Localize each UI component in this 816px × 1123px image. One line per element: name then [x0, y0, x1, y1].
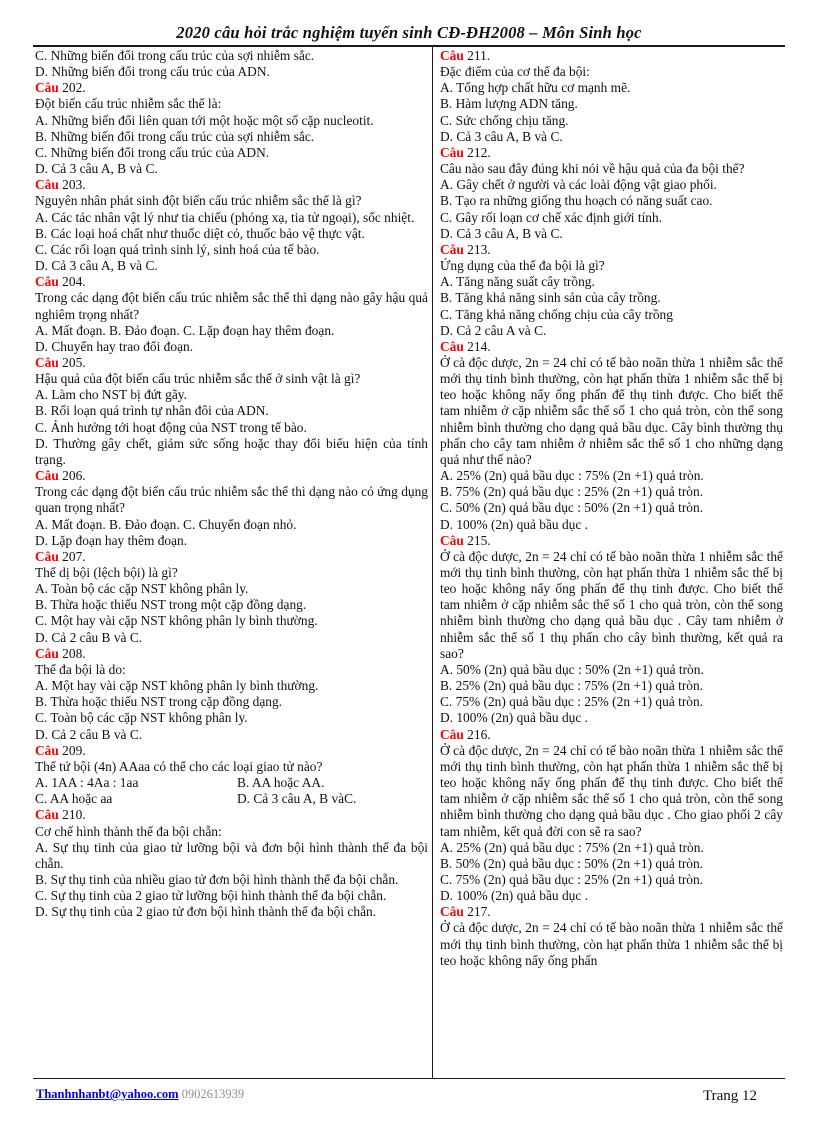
question-heading	[35, 549, 428, 565]
answer-option: B. Rối loạn quá trình tự nhân đôi của ADN.	[35, 403, 269, 419]
answer-option-row	[35, 775, 428, 791]
answer-option: C. Các rối loạn quá trình sinh lý, sinh hoá của tế bào.	[35, 241, 320, 257]
question-text: Cơ chế hình thành thể đa bội chẵn:	[35, 823, 222, 839]
question-text: Hậu quả của đột biến cấu trúc nhiễm sắc thể ở sinh vật là gì?	[35, 371, 361, 387]
phone-number: 0902613939	[181, 1087, 245, 1101]
question-label: Câu	[440, 726, 464, 742]
question-number: 208.	[58, 645, 86, 661]
answer-option: D. Cả 2 câu B và C.	[35, 629, 143, 645]
question-heading	[35, 807, 428, 823]
question-label: Câu	[35, 742, 59, 758]
page-header	[33, 0, 785, 47]
question-number: 214.	[463, 338, 491, 354]
question-heading	[35, 80, 428, 96]
answer-option: B. 75% (2n) quả bầu dục : 25% (2n +1) quả tròn.	[440, 484, 704, 500]
question-text: Ở cà độc dược, 2n = 24 chỉ có tế bào noãn thừa 1 nhiễm sắc thể mới thụ tinh bình thường, còn hạt phấn thừa 1 nhiễm sắc thể bị teo hoặc không nẩy ống phấn để thụ tinh được. Cho biết thể tam nhiễm ở cặp nhiễm sắc thể số 1 cho quả tròn, còn thể song nhiễm bình thường cho dạng quả bầu dục . Cây tam nhiễm ở nhiễm sắc thể số 1 thụ phấn cho cây bình thường, kết quả ra sao?	[440, 548, 783, 661]
question-text: Thể tứ bội (4n) AAaa có thể cho các loại giao tử nào?	[35, 758, 323, 774]
answer-option: D. Cả 3 câu A, B và C.	[440, 128, 563, 144]
answer-option: A. Toàn bộ các cặp NST không phân ly.	[35, 581, 249, 597]
question-label: Câu	[440, 904, 464, 920]
question-heading	[35, 743, 428, 759]
answer-option: D. Thường gây chết, giảm sức sống hoặc thay đổi biểu hiện của tính trạng.	[35, 435, 428, 467]
question-text: Ứng dụng của thể đa bội là gì?	[440, 258, 605, 274]
answer-option: D. 100% (2n) quả bầu dục .	[440, 710, 589, 726]
answer-option: C. Gây rối loạn cơ chế xác định giới tính.	[440, 209, 663, 225]
answer-option: A. Một hay vài cặp NST không phân ly bình thường.	[35, 678, 319, 694]
answer-option: C. 75% (2n) quả bầu dục : 25% (2n +1) quả tròn.	[440, 871, 704, 887]
answer-option: D. Sự thụ tinh của 2 giao tử đơn bội hình thành thể đa bội chẵn.	[35, 904, 377, 920]
answer-option: D. Cả 3 câu A, B và C.	[35, 161, 158, 177]
answer-option: A. 25% (2n) quả bầu dục : 75% (2n +1) quả tròn.	[440, 839, 704, 855]
question-label: Câu	[35, 274, 59, 290]
answer-option: A. Sự thụ tinh của giao tử lưỡng bội và đơn bội hình thành thể đa bội chẵn.	[35, 839, 428, 871]
answer-option: A. 50% (2n) quả bầu dục : 50% (2n +1) quả tròn.	[440, 661, 704, 677]
question-text: Ở cà độc dược, 2n = 24 chỉ có tế bào noãn thừa 1 nhiễm sắc thể mới thụ tinh bình thường, còn hạt phấn thừa 1 nhiễm sắc thể bị teo hoặc không nẩy ống phấn để thụ tinh được. Cho biết thể tam nhiễm ở cặp nhiễm sắc thể số 1 cho quả tròn, còn thể song nhiễm bình thường cho dạng quả bầu dục. Cây bình thường thụ phấn cho cây tam nhiễm ở nhiễm sắc thể số 1 cho những dạng quả như thế nào?	[440, 354, 783, 467]
question-label: Câu	[35, 548, 59, 564]
question-number: 207.	[58, 548, 86, 564]
question-text: Đột biến cấu trúc nhiễm sắc thể là:	[35, 96, 222, 112]
two-column-body	[33, 47, 785, 1079]
answer-option: C. Những biến đổi trong cấu trúc của ADN.	[35, 144, 270, 160]
answer-option: A. Tổng hợp chất hữu cơ mạnh mẽ.	[440, 80, 631, 96]
answer-option: C. 50% (2n) quả bầu dục : 50% (2n +1) quả tròn.	[440, 500, 704, 516]
question-number: 213.	[463, 241, 491, 257]
question-label: Câu	[35, 80, 59, 96]
answer-option-row	[35, 791, 428, 807]
question-number: 209.	[58, 742, 86, 758]
question-heading	[35, 355, 428, 371]
question-text: Thể đa bội là do:	[35, 661, 126, 677]
question-heading	[440, 727, 783, 743]
answer-option: B. Các loại hoá chất như thuốc diệt cỏ, thuốc bảo vệ thực vật.	[35, 225, 365, 241]
question-text: Trong các dạng đột biến cấu trúc nhiễm sắc thể thì dạng nào gây hậu quả nghiêm trọng nhất?	[35, 290, 428, 322]
question-heading	[440, 145, 783, 161]
answer-option: B. Tăng khả năng sinh sản của cây trồng.	[440, 290, 661, 306]
answer-option: A. Mất đoạn. B. Đảo đoạn. C. Chuyển đoạn nhỏ.	[35, 516, 297, 532]
page-title: 2020 câu hỏi trắc nghiệm tuyển sinh CĐ-ĐH2008 – Môn Sinh học	[176, 23, 642, 42]
answer-option: D. Cả 2 câu B và C.	[35, 726, 143, 742]
answer-option: A. 25% (2n) quả bầu dục : 75% (2n +1) quả tròn.	[440, 468, 704, 484]
question-label: Câu	[440, 144, 464, 160]
answer-option: B. AA hoặc AA.	[237, 775, 325, 791]
question-number: 202.	[58, 80, 86, 96]
answer-option: C. Những biến đổi trong cấu trúc của sợi nhiễm sắc.	[35, 48, 315, 63]
page-number: Trang 12	[702, 1088, 757, 1104]
question-number: 210.	[58, 807, 86, 823]
question-text: Ở cà độc dược, 2n = 24 chỉ có tế bào noãn thừa 1 nhiễm sắc thể mới thụ tinh bình thường, còn hạt phấn thừa 1 nhiễm sắc thể bị teo hoặc không nẩy ống phấn	[440, 920, 783, 968]
answer-option: A. Những biến đổi liên quan tới một hoặc một số cặp nucleotit.	[35, 112, 374, 128]
question-heading	[440, 533, 783, 549]
answer-option: D. Cả 3 câu A, B và C.	[440, 225, 563, 241]
question-number: 215.	[463, 532, 491, 548]
question-heading	[35, 274, 428, 290]
right-column	[432, 47, 785, 1078]
answer-option: B. Tạo ra những giống thu hoạch có năng suất cao.	[440, 193, 713, 209]
question-label: Câu	[35, 807, 59, 823]
answer-option: A. Mất đoạn. B. Đảo đoạn. C. Lặp đoạn hay thêm đoạn.	[35, 322, 335, 338]
answer-option: D. Lặp đoạn hay thêm đoạn.	[35, 532, 188, 548]
answer-option: B. 50% (2n) quả bầu dục : 50% (2n +1) quả tròn.	[440, 855, 704, 871]
email-link[interactable]: Thanhnhanbt@yahoo.com	[36, 1087, 179, 1101]
question-number: 217.	[463, 904, 491, 920]
question-heading	[35, 177, 428, 193]
question-heading	[35, 646, 428, 662]
question-number: 205.	[58, 354, 86, 370]
question-heading	[440, 242, 783, 258]
left-column	[33, 47, 432, 1078]
answer-option: A. Các tác nhân vật lý như tia chiếu (phóng xạ, tia tử ngoại), sốc nhiệt.	[35, 209, 415, 225]
question-label: Câu	[35, 177, 59, 193]
answer-option: B. 25% (2n) quả bầu dục : 75% (2n +1) quả tròn.	[440, 678, 704, 694]
answer-option: C. Toàn bộ các cặp NST không phân ly.	[35, 710, 248, 726]
question-label: Câu	[35, 354, 59, 370]
question-label: Câu	[440, 338, 464, 354]
answer-option: D. Cả 3 câu A, B vàC.	[237, 791, 357, 807]
question-number: 203.	[58, 177, 86, 193]
answer-option: B. Những biến đổi trong cấu trúc của sợi nhiễm sắc.	[35, 128, 315, 144]
answer-option: C. Sự thụ tinh của 2 giao tử lưỡng bội hình thành thể đa bội chẵn.	[35, 888, 387, 904]
question-text: Thể dị bội (lệch bội) là gì?	[35, 565, 178, 580]
question-label: Câu	[440, 241, 464, 257]
answer-option: C. Một hay vài cặp NST không phân ly bình thường.	[35, 613, 318, 629]
answer-option: D. Cả 2 câu A và C.	[440, 322, 547, 338]
question-label: Câu	[35, 645, 59, 661]
question-heading	[440, 904, 783, 920]
footer-contact	[36, 1086, 244, 1102]
question-text: Câu nào sau đây đúng khi nói về hậu quả của đa bội thể?	[440, 161, 745, 177]
answer-option: A. Làm cho NST bị đứt gãy.	[35, 387, 187, 403]
question-text: Ở cà độc dược, 2n = 24 chỉ có tế bào noãn thừa 1 nhiễm sắc thể mới thụ tinh bình thường, còn hạt phấn thừa 1 nhiễm sắc thể bị teo hoặc không nẩy ống phấn để thụ tinh được. Cho biết thể tam nhiễm ở cặp nhiễm sắc thể số 1 cho quả tròn, còn thể song nhiễm bình thường cho dạng quả bầu dục . Cho giao phối 2 cây tam nhiễm, kết quả đời con sẽ ra sao?	[440, 742, 783, 839]
page-footer	[33, 1086, 785, 1110]
question-text: Trong các dạng đột biến cấu trúc nhiễm sắc thể thì dạng nào có ứng dụng quan trọng nhất?	[35, 484, 428, 516]
answer-option: C. Tăng khả năng chống chịu của cây trồng	[440, 306, 673, 322]
answer-option: D. Cả 3 câu A, B và C.	[35, 258, 158, 274]
answer-option: B. Thừa hoặc thiếu NST trong một cặp đồng dạng.	[35, 597, 307, 613]
answer-option: A. Tăng năng suất cây trồng.	[440, 274, 595, 290]
answer-option: C. 75% (2n) quả bầu dục : 25% (2n +1) quả tròn.	[440, 694, 704, 710]
answer-option: C. Sức chống chịu tăng.	[440, 112, 569, 128]
answer-option: B. Hàm lượng ADN tăng.	[440, 96, 578, 112]
answer-option: D. 100% (2n) quả bầu dục .	[440, 516, 589, 532]
answer-option: A. 1AA : 4Aa : 1aa	[35, 775, 139, 791]
answer-option: B. Sự thụ tinh của nhiều giao tử đơn bội hình thành thể đa bội chẵn.	[35, 871, 399, 887]
question-label: Câu	[35, 468, 59, 484]
answer-option: A. Gây chết ở người và các loài động vật giao phối.	[440, 177, 717, 193]
question-label: Câu	[440, 48, 464, 63]
answer-option: B. Thừa hoặc thiếu NST trong cặp đồng dạng.	[35, 694, 283, 710]
answer-option: D. Chuyển hay trao đổi đoạn.	[35, 338, 194, 354]
question-text: Đặc điểm của cơ thể đa bội:	[440, 64, 590, 80]
question-number: 206.	[58, 468, 86, 484]
question-heading	[440, 48, 783, 64]
question-number: 216.	[463, 726, 491, 742]
question-number: 211.	[463, 48, 491, 63]
answer-option: D. 100% (2n) quả bầu dục .	[440, 888, 589, 904]
question-number: 212.	[463, 144, 491, 160]
question-label: Câu	[440, 532, 464, 548]
answer-option: C. AA hoặc aa	[35, 791, 113, 807]
question-text: Nguyên nhân phát sinh đột biến cấu trúc nhiễm sắc thể là gì?	[35, 193, 362, 209]
question-heading	[440, 339, 783, 355]
answer-option: C. Ảnh hưởng tới hoạt động của NST trong tế bào.	[35, 419, 307, 435]
answer-option: D. Những biến đổi trong cấu trúc của ADN.	[35, 64, 270, 80]
question-number: 204.	[58, 274, 86, 290]
question-heading	[35, 468, 428, 484]
